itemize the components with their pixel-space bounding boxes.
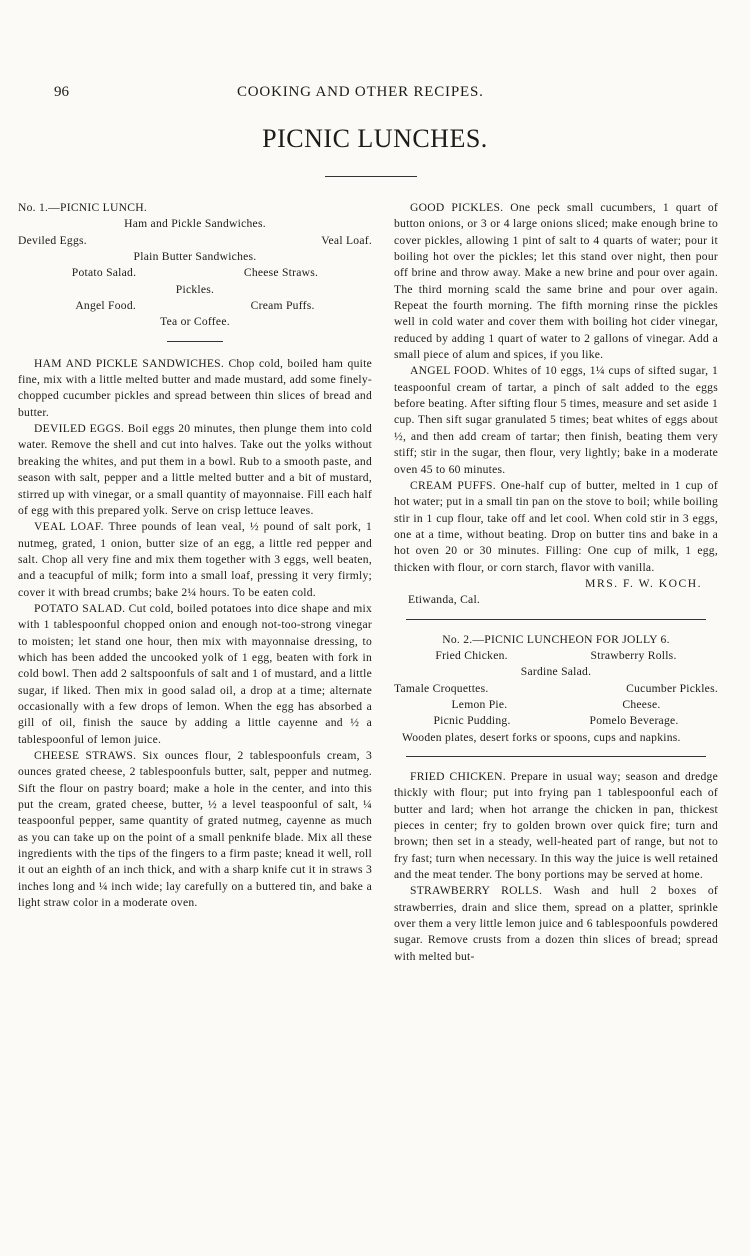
section-divider xyxy=(167,341,223,342)
recipe-angel-food: ANGEL FOOD. Whites of 10 eggs, 1¼ cups of sifted sugar, 1 teaspoonful cream of tartar, a pinch of salt added to the eggs before beating. After sifting flour 5 times, measure and set aside 1 cup. Then sift sugar granulated 5 times; beat whites of eggs about ½, and then add cream of tartar; then finish, beating them very stiff; stir in the sugar, then flour, very lightly; bake in a moderate oven 45 to 60 minutes. xyxy=(394,364,718,476)
menu-item: Lemon Pie. xyxy=(451,697,508,711)
menu-item: Strawberry Rolls. xyxy=(590,648,677,662)
page-number: 96 xyxy=(54,84,69,100)
menu-heading: No. 1.—PICNIC LUNCH. xyxy=(18,201,147,214)
menu-item: Deviled Eggs. xyxy=(18,233,87,247)
menu-item: Plain Butter Sandwiches. xyxy=(133,250,257,264)
menu-row xyxy=(18,298,372,314)
recipe-ham-sandwiches: HAM AND PICKLE SANDWICHES. Chop cold, boiled ham quite fine, mix with a little melted butter and made mustard, add some finely-chopped cucumber pickles and spread between thin slices of bread and butter. xyxy=(18,356,372,419)
menu-row xyxy=(18,233,372,249)
contributor-location: Etiwanda, Cal. xyxy=(408,593,481,607)
recipe-fried-chicken: FRIED CHICKEN. Prepare in usual way; season and dredge thickly with flour; put into frying pan 1 tablespoonful each of butter and lard; when hot arrange the chicken in pan, thickest pieces in center; fry to golden brown over quick fire; turn and brown; then set in a steady, well-heated part of range, but not to fry fast; turn when necessary. In this way the juice is well retained and the meat tender. The bony portions may be served at home. xyxy=(394,770,718,882)
recipe-deviled-eggs: DEVILED EGGS. Boil eggs 20 minutes, then plunge them into cold water. Remove the shell and cut into halves. Take out the yolks without breaking the whites, and put them in a bowl. Rub to a smooth paste, and season with salt, pepper and a little melted butter and a bit of mustard, stirred up with vinegar, or a small quantity of mayonnaise. Fill each half of egg with this prepared yolk. Serve on crisp lettuce leaves. xyxy=(18,422,372,517)
page-header xyxy=(54,84,694,106)
section-divider xyxy=(406,619,706,620)
menu-item: Tamale Croquettes. xyxy=(394,681,489,695)
menu-no-2 xyxy=(394,632,718,746)
menu-row xyxy=(394,648,718,664)
title-divider xyxy=(325,176,417,177)
menu-no-1 xyxy=(18,200,372,331)
menu-item: Picnic Pudding. xyxy=(433,714,511,728)
menu-item: Potato Salad. xyxy=(71,266,137,280)
menu-row xyxy=(394,713,718,729)
recipe-strawberry-rolls: STRAWBERRY ROLLS. Wash and hull 2 boxes of strawberries, drain and slice them, spread on a platter, sprinkle over them a very little lemon juice and 6 tablespoonfuls powdered sugar. Remove crusts from a dozen thin slices of bread; spread with melted but- xyxy=(394,884,718,963)
page-title: PICNIC LUNCHES. xyxy=(262,124,488,153)
menu-row xyxy=(394,681,718,697)
menu-item: Cream Puffs. xyxy=(250,299,315,313)
menu-item: Angel Food. xyxy=(75,299,137,313)
running-title: COOKING AND OTHER RECIPES. xyxy=(237,84,484,100)
recipe-good-pickles: GOOD PICKLES. One peck small cucumbers, 1 quart of button onions, or 3 or 4 large onions sliced; make enough brine to cover pickles, allowing 1 pint of salt to 4 quarts of water; pour it boiling hot over the pickles; let this stand over night, then pour off brine and throw away. Make a new brine and pour over again. The third morning scald the same brine and pour over again. Repeat the fourth morning. The fifth morning rinse the pickles well in cold water and cover them with boiling hot cider vinegar, reduced by adding 1 quart of water to 2 gallons of vinegar. Add a small piece of alum and spices, if you like. xyxy=(394,201,718,362)
menu-item: Cheese Straws. xyxy=(243,266,319,280)
left-column xyxy=(18,200,372,911)
menu-row xyxy=(394,697,718,713)
section-divider xyxy=(406,756,706,757)
menu-heading: No. 2.—PICNIC LUNCHEON FOR JOLLY 6. xyxy=(442,632,670,646)
menu-note: Wooden plates, desert forks or spoons, cups and napkins. xyxy=(402,730,681,744)
menu-item: Cucumber Pickles. xyxy=(626,681,718,695)
menu-item: Tea or Coffee. xyxy=(160,315,230,329)
menu-item: Ham and Pickle Sandwiches. xyxy=(124,217,266,231)
recipe-cheese-straws: CHEESE STRAWS. Six ounces flour, 2 tablespoonfuls cream, 3 ounces grated cheese, 2 tablespoonfuls butter, salt, pepper and nutmeg. Sift the flour on pastry board; make a hole in the center, and into this put the cream, grated cheese, butter, ½ a level teaspoonful of salt, ¼ teaspoonful pepper, same quantity of grated nutmeg, cayenne as much as you can take up on the point of a small penknife blade. Mix all these ingredients with the tips of the fingers to a firm paste; knead it well, roll it out an eighth of an inch thick, and with a sharp knife cut it in straws 3 inches long and ¼ inch wide; lay carefully on a buttered tin, and bake a light straw color in a moderate oven. xyxy=(18,749,372,910)
menu-item: Veal Loaf. xyxy=(321,233,372,247)
contributor-signature: MRS. F. W. KOCH. xyxy=(585,576,702,590)
recipe-potato-salad: POTATO SALAD. Cut cold, boiled potatoes into dice shape and mix with 1 tablespoonful chopped onion and enough not-too-strong vinegar to moisten; let stand one hour, then mix with mayonnaise dressing, to which has been added the uncooked yolk of 1 egg, beaten with fork in cold bowl. Then add 2 saltspoonfuls of salt and 1 of mustard, and a little sugar, if liked. Then mix in good salad oil, a drop at a time; alternate occasionally with a few drops of lemon. When the egg has absorbed a gill of oil, finish the sauce by adding a little cayenne and ½ a tablespoonful of lemon juice. xyxy=(18,601,372,746)
menu-row xyxy=(18,265,372,281)
menu-item: Sardine Salad. xyxy=(520,665,592,679)
menu-item: Pomelo Beverage. xyxy=(589,714,679,728)
menu-item: Fried Chicken. xyxy=(435,648,508,662)
menu-item: Cheese. xyxy=(622,697,661,711)
recipe-cream-puffs: CREAM PUFFS. One-half cup of butter, melted in 1 cup of hot water; put in a small tin pan on the stove to boil; while boiling stir in 1 cup flour, take off and let cool. When cold stir in 3 eggs, one at a time, without beating. Drop on butter tins and bake in a hot oven 20 or 30 minutes. Filling: One cup of milk, 1 egg, thicken with flour, or corn starch, flavor with vanilla. xyxy=(394,478,718,574)
right-column xyxy=(394,200,718,965)
menu-item: Pickles. xyxy=(175,282,215,296)
recipe-veal-loaf: VEAL LOAF. Three pounds of lean veal, ½ pound of salt pork, 1 nutmeg, grated, 1 onion, butter size of an egg, a little red pepper and salt. Chop all very fine and mix them together with 3 eggs, well beaten, and a teacupful of milk; form into a small loaf, pressing it very firmly; cover it with bread crumbs; bake 2¼ hours. To be eaten cold. xyxy=(18,520,372,599)
